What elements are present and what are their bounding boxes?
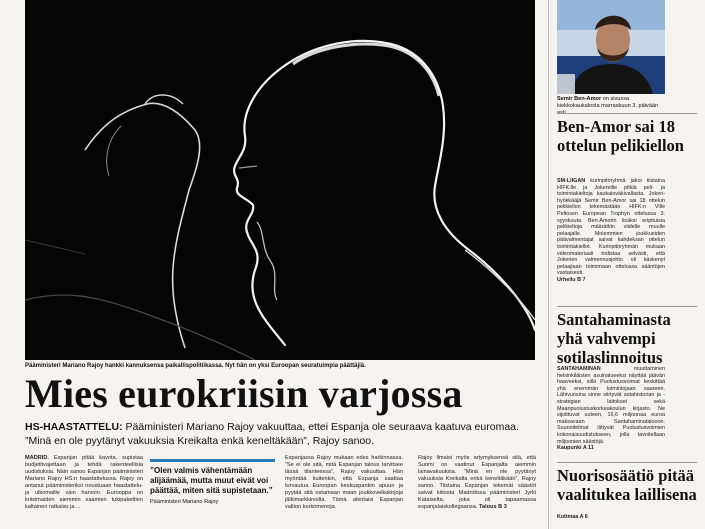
body-text-3: Espanjassa Rajoy mukaan edes harkinnassa. ”Se ei ole sitä, mitä Espanjan talous tarvitsee tässä tilanteessa”, Rajoy vakuuttaa. Hän myöntää kuitenkin, että Espanja saattaa turvautua Euroopan keskuspankin apuun ja pyytää sitä ostamaan maan joukkovelkakirjoja jälkimarkkinoilta. Tämä alentaisi Espanjan valtion korkomenoja. [285,455,403,510]
player-portrait-image [557,0,665,94]
sidebar-headline-1[interactable]: Ben-Amor sai 18 ottelun pelikiellon [557,117,684,155]
sidebar-text-1: kurinpitoryhmä jakoi tiistaina HIFK:lle ja Jokereille pitkiä peli- ja toimintakieltoja kaukaloväkivallasta. Jokeri-hyökkääjä Semir Ben-Amor sai 18 ottelun pelikiellon tekemästään HIFK:n Ville Peltosen European Trophyn ottelussa 3. syyskuuta. Ben-Amorin lisäksi eripituisia pelikieltoja määrättiin viidelle muulle pelaajalle. Molemmien joukkueiden päävalmentajat saivat kahdeksan ottelun toimintakiellot. Kurinpitoryhmän mukaan videomateriaali todistaa selvästi, että Jokerien valmennusjohto oli käskenyt pelaajiaan toimimaan ottelussa sääntöjen vastaisesti. [557,178,665,277]
page-reference[interactable]: Talous B 3 [478,504,507,510]
photo-caption: Pääministeri Mariano Rajoy hankki kannuksensa paikallispolitiikassa. Nyt hän on yksi Euroopan seuratuimpia päättäjiä. [25,363,366,369]
sidebar-reference-3[interactable]: Kotimaa A 6 [557,514,588,520]
sidebar-photo [557,0,665,94]
sidebar-reference-1[interactable]: Urheilu B 7 [557,276,586,283]
sidebar-headline-3[interactable]: Nuorisosäätiö pitää vaalitukea laillisena [557,466,697,504]
sidebar-dateline-1: SM-LIIGAN [557,178,586,184]
pull-quote [150,459,275,505]
sidebar [548,0,698,529]
pull-quote-source: Pääministeri Mariano Rajoy [150,499,219,505]
pull-quote-text: ”Olen valmis vähentämään alijäämää, mutta muut eivät voi päättää, miten sitä supistetaan.” [150,466,273,495]
deck-text: Pääministeri Mariano Rajoy vakuuttaa, ettei Espanja ole seuraava kaatuva euromaa. ”Minä en ole pyytänyt vakuuksia Kreikalta enkä keneltäkään”, Rajoy sanoo. [25,421,519,447]
main-headline[interactable]: Mies eurokriisin varjossa [25,371,463,416]
main-story-photo [25,0,535,360]
sidebar-headline-2[interactable]: Santahaminasta yhä vahvempi sotilaslinnoitus [557,310,671,367]
sidebar-dateline-2: SANTAHAMINAN [557,366,601,372]
body-text-1: Espanjan pitää kavota, supistaa budjettivajettaan ja tehdä rakenteellisia uudistuksia. Näin sanoo Espanjan pääministeri Mariano Rajoy HS:n haastattelussa. Rajoy on antanut pääministeriksi noustuaan haastatteluja ulkomaille vain harvoin. Eurooppa on kriisimaiden aiemmin saamien tukipakettien kaltainen ratkaisu ja ... [25,455,143,510]
sidebar-body-1 [557,178,665,284]
divider [557,462,697,463]
dateline: MADRID. [25,455,49,461]
body-column-3 [285,455,403,511]
sidebar-reference-2[interactable]: Kaupunki A 11 [557,445,594,452]
caption-text: on sivussa kiekkokaukalosta marraskuun 3. päivään asti. [557,96,659,116]
sidebar-text-2: muuttaminen helsinkiläisten asuinalueeksi näyttää jäävän haaveeksi, sillä Puolustusvoimat keskittää yhä enemmän toimintojaan saareen. Lähivuosina sinne siirtyvät sotahistorian ja -strategian laitokset sekä Maanpuolustuskorkeakoulun kirjasto. Ne sijoittuvat uuteen, 16,6 miljoonaa euroa maksavaan Santahaminatalooon. Suunnitelmat liittyvät Puolustusvoimien kokonaisuudistukseen, jolla tavoitellaan miljoonien säästöjä. [557,366,665,445]
main-deck [25,420,540,448]
body-column-4 [418,455,536,511]
divider [557,113,697,114]
deck-kicker: HS-HAASTATTELU: [25,421,123,433]
silhouette-portrait-image [25,0,535,360]
divider [557,306,697,307]
caption-name: Semir Ben-Amor [557,96,602,102]
body-column-1 [25,455,143,511]
sidebar-body-2 [557,366,665,452]
sidebar-body-3 [557,514,665,521]
body-text-4: Rajoy ilmaisi myös artymyksensä sitä, että Suomi on vaatinut Espanjalta aiemmin lainavakuuksia. ”Minä en ole pyytänyt vakuuksia Kreikalta enkä keneltäkään”, Rajoy sanoo. Tiistaina Espanjan tekemät säästöt saivat kiitosta Madridissa pääministeri Jyrki Kataiselta, joka oli tapaamassa espanjalaiskollegaansa. [418,455,536,510]
